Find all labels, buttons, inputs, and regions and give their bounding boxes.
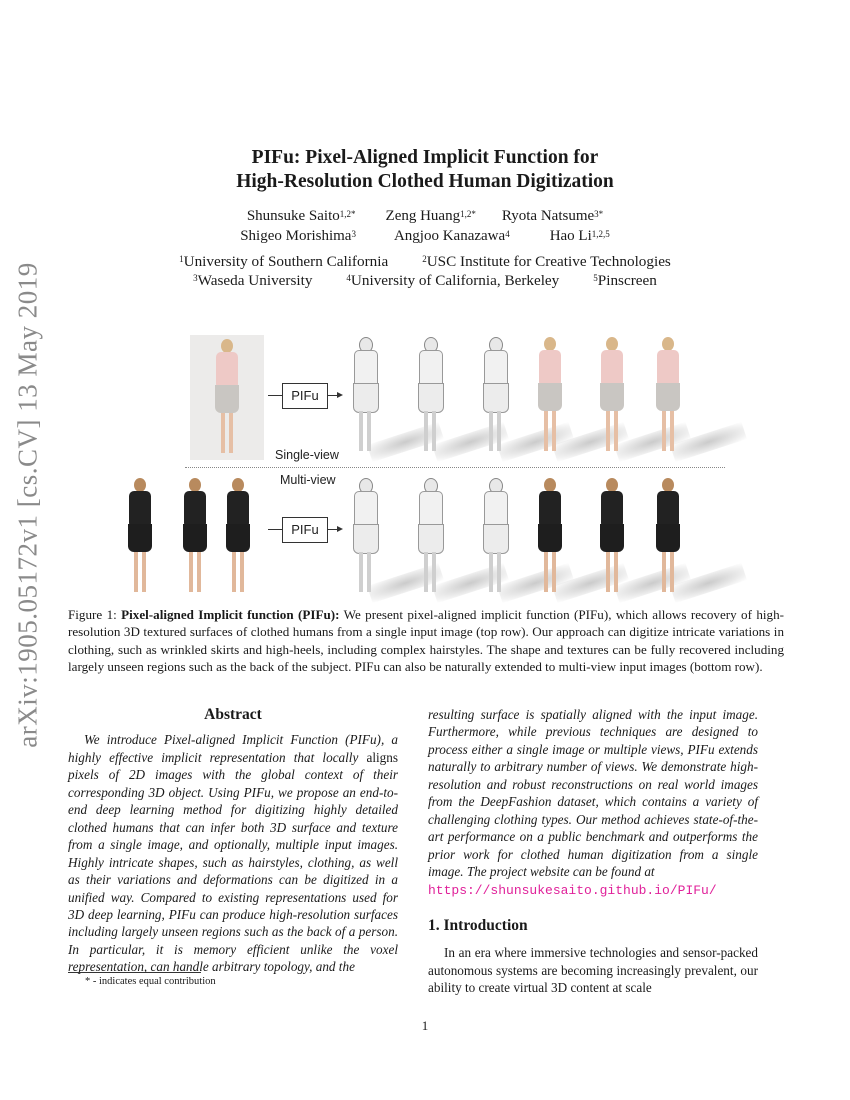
project-website-link[interactable]: https://shunsukesaito.github.io/PIFu/ <box>428 882 717 898</box>
single-view-label: Single-view <box>275 448 339 462</box>
arxiv-identifier-stamp <box>8 262 48 748</box>
figure-row-divider <box>185 467 725 468</box>
arrow-icon <box>328 395 338 396</box>
pifu-box-multi: PIFu <box>282 517 328 543</box>
abstract-body: We introduce Pixel-aligned Implicit Function (PIFu), a highly effective implicit representation that locally aligns pixels of 2D images with the global context of their corresponding 3D object. Using PIFu, we propose an end-to-end deep learning method for digitizing highly detailed clothed humans that can infer both 3D surface and texture from a single image, and optionally, multiple input images. Highly intricate shapes, such as hairstyles, clothing, as well as their variations and deformations can be digitized in a unified way. Compared to existing representations used for 3D deep learning, PIFu can produce high-resolution surfaces including largely unseen regions such as the back of a person. In particular, it is memory efficient unlike the voxel representation, can handle arbitrary topology, and the <box>68 732 398 975</box>
title-line-1: PIFu: Pixel-Aligned Implicit Function for <box>251 147 599 168</box>
title-line-2: High-Resolution Clothed Human Digitization <box>236 171 614 192</box>
arrow-line <box>268 395 282 396</box>
affiliation: $^3$Waseda University <box>193 272 313 289</box>
introduction-heading: 1. Introduction <box>428 916 528 934</box>
arrow-line <box>268 529 282 530</box>
affiliation: $^4$University of California, Berkeley <box>346 272 560 289</box>
paper-title <box>0 146 850 194</box>
footnote-rule <box>68 972 201 973</box>
affiliation: $^2$USC Institute for Creative Technologies <box>422 253 671 270</box>
arxiv-stamp-text: arXiv:1905.05172v1 [cs.CV] 13 May 2019 <box>12 262 43 748</box>
affiliation: $^5$Pinscreen <box>593 272 657 289</box>
affiliation: $^1$University of Southern California <box>179 253 389 270</box>
author: Angjoo Kanazawa$^4$ <box>393 228 510 244</box>
page-number: 1 <box>421 1018 429 1033</box>
introduction-body: In an era where immersive technologies and sensor-packed autonomous systems are becoming increasingly prevalent, our ability to create virtual 3D content at scale <box>428 945 758 996</box>
figure-1 <box>110 335 725 605</box>
author: Shunsuke Saito$^{1,2*}$ <box>246 208 356 224</box>
figure-1-caption: Figure 1: Pixel-aligned Implicit function (PIFu): We present pixel-aligned implicit function (PIFu), which allows recovery of high-resolution 3D textured surfaces of clothed humans from a single input image (top row). Our approach can digitize intricate variations in clothing, such as wrinkled skirts and high-heels, including complex hairstyles. The shape and textures can be fully recovered including largely unseen regions such as the back of the subject. PIFu can also be naturally extended to multi-view input images (bottom row). <box>68 607 784 675</box>
abstract-heading: Abstract <box>204 706 262 723</box>
author: Zeng Huang$^{1,2*}$ <box>385 208 476 224</box>
footnote: * - indicates equal contribution <box>85 976 216 987</box>
abstract-body-continued: resulting surface is spatially aligned with the input image. Furthermore, while previous techniques are designed to process either a single image or multiple views, PIFu extends naturally to arbitrary number of views. We demonstrate high-resolution and robust reconstructions on real world images from the DeepFashion dataset, which contains a variety of challenging clothing types. Our method achieves state-of-the-art performance on a public benchmark and outperforms the prior work for clothed human digitization from a single image. The project website can be found at https://shunsukesaito.github.io/PIFu/ <box>428 707 758 898</box>
right-column <box>428 706 758 997</box>
arrow-icon <box>328 529 338 530</box>
caption-title: Pixel-aligned Implicit function (PIFu): <box>121 607 340 622</box>
multi-view-label: Multi-view <box>280 473 336 487</box>
affiliation-list <box>0 252 850 290</box>
pifu-box-single: PIFu <box>282 383 328 409</box>
author: Ryota Natsume$^{3*}$ <box>501 208 604 224</box>
single-view-input-photo <box>190 335 264 460</box>
author: Hao Li$^{1,2,5}$ <box>549 228 610 244</box>
author: Shigeo Morishima$^3$ <box>240 228 356 244</box>
author-list <box>0 206 850 246</box>
left-column <box>68 706 398 976</box>
